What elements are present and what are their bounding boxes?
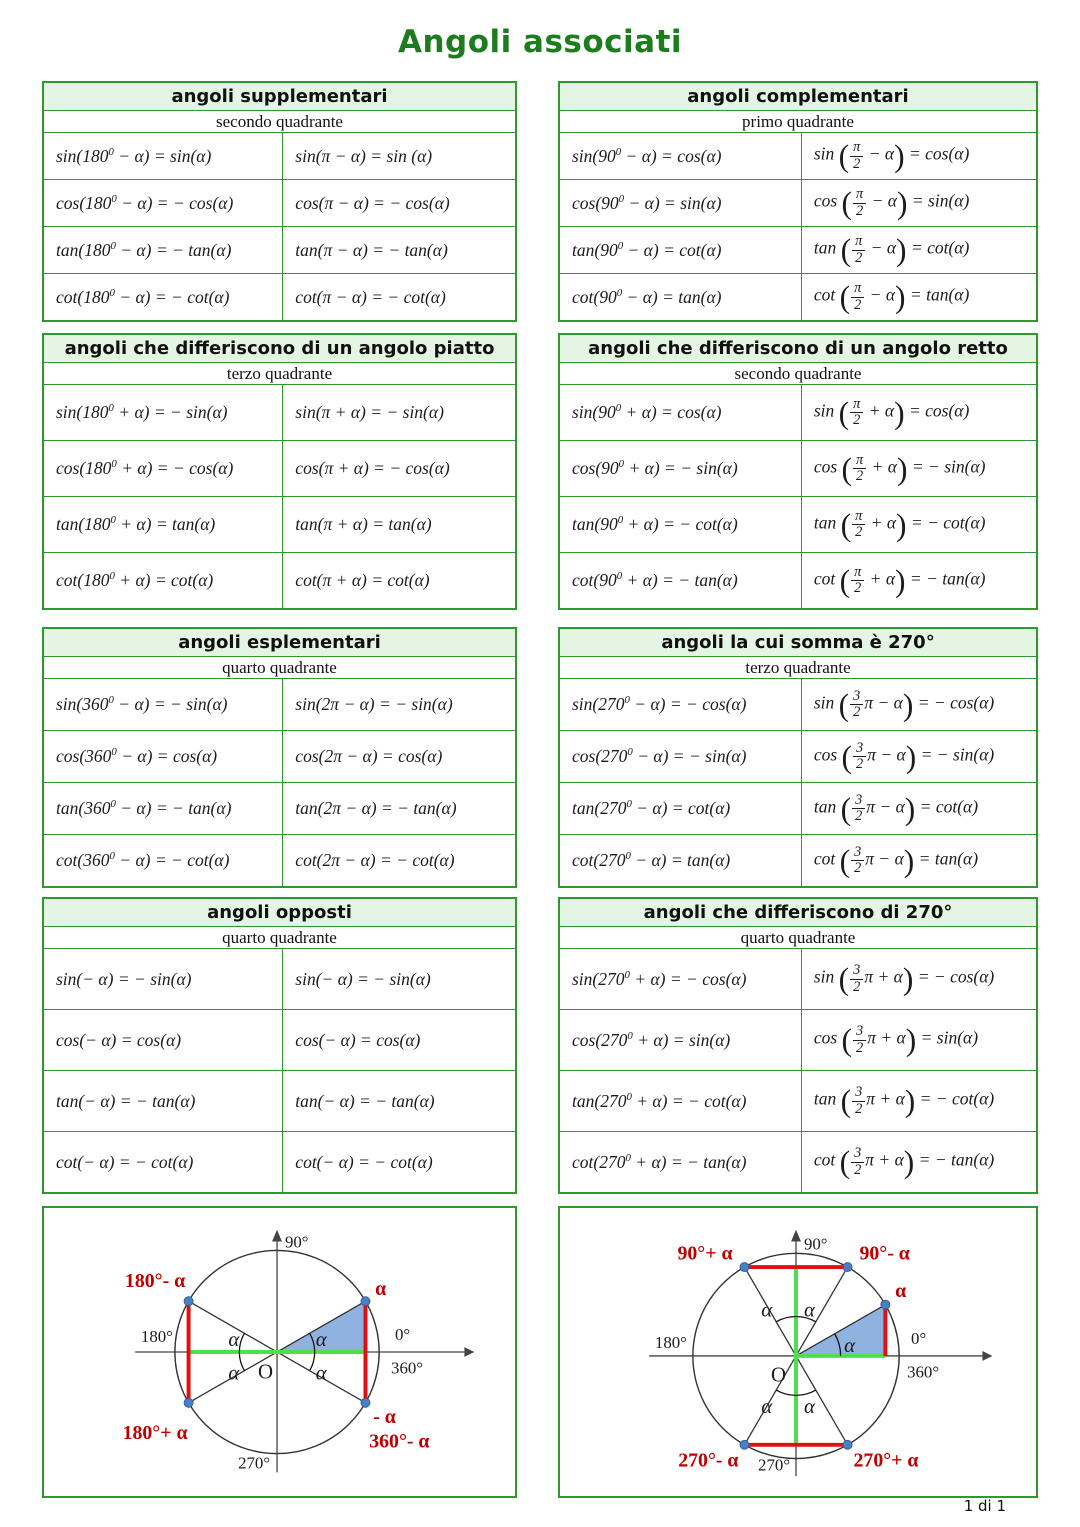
formula-cell: tan ( $\frac{3}{2}$ π − α) = cot(α) (801, 783, 1037, 835)
formula-cell: $\tan(360^0 - \alpha)$ = − tan(α) (43, 783, 283, 835)
formula-cell: $\cot(270^0 + \alpha)$ = − tan(α) (559, 1132, 801, 1194)
axis-label-0: 0° (395, 1325, 411, 1345)
formula-cell: sin(π − α) = sin (α) (283, 133, 516, 180)
point-label-180-minus-alpha: 180°- α (124, 1269, 186, 1292)
formula-cell: tan(π + α) = tan(α) (283, 497, 516, 553)
table-angoli-somma-270 (558, 627, 1038, 888)
formula-cell: $\cos(270^0 + \alpha) = \sin(\alpha)$ (559, 1010, 801, 1071)
formula-cell: sin(π + α) = − sin(α) (283, 385, 516, 441)
point-270-plus-alpha (843, 1440, 852, 1449)
table-subheader: quarto quadrante (43, 927, 516, 949)
formula-cell: cos ( $\frac{\pi}{2}$ − α) = sin(α) (801, 180, 1037, 227)
axis-label-180: 180° (140, 1327, 173, 1347)
point-alpha (361, 1297, 370, 1306)
point-label-90-minus-alpha: 90°- α (859, 1242, 910, 1265)
alpha-label-triangle: α (844, 1335, 856, 1357)
formula-cell: cos ( $\frac{3}{2}$ π − α) = − sin(α) (801, 731, 1037, 783)
formula-row (559, 679, 1037, 731)
point-label-alpha: α (375, 1277, 387, 1300)
y-axis-arrow-icon (791, 1230, 801, 1242)
formula-row (559, 1132, 1037, 1194)
formula-cell: $\sin(270^0 + \alpha)$ = − cos(α) (559, 949, 801, 1010)
table-header: angoli che differiscono di 270° (559, 898, 1037, 927)
alpha-label-top-left: α (761, 1299, 773, 1322)
alpha-label-bottom-right: α (803, 1396, 815, 1419)
formula-cell: $\tan(90^0 + \alpha)$ = − cot(α) (559, 497, 801, 553)
point-90-plus-alpha (740, 1263, 749, 1272)
table-header: angoli che differiscono di un angolo retto (559, 334, 1037, 363)
point-180-plus-alpha (184, 1398, 193, 1407)
formula-row (43, 783, 516, 835)
page-title: Angoli associati (397, 24, 683, 60)
table-subheader: secondo quadrante (559, 363, 1037, 385)
axis-label-270: 270° (238, 1453, 271, 1473)
formula-row (559, 227, 1037, 274)
formula-cell: sin ( $\frac{3}{2}$ π + α) = − cos(α) (801, 949, 1037, 1010)
formula-cell: $\tan(270^0 + \alpha)$ = − cot(α) (559, 1071, 801, 1132)
table-subheader: terzo quadrante (43, 363, 516, 385)
formula-cell: cot ( $\frac{3}{2}$ π + α) = − tan(α) (801, 1132, 1037, 1194)
point-label-90-plus-alpha: 90°+ α (677, 1242, 733, 1265)
formula-row (559, 441, 1037, 497)
point-label-270-minus-alpha: 270°- α (678, 1449, 739, 1472)
alpha-label-right-top: α (315, 1329, 327, 1352)
formula-row (43, 1132, 516, 1194)
formula-cell: tan ( $\frac{\pi}{2}$ − α) = cot(α) (801, 227, 1037, 274)
formula-cell: $\sin(270^0 - \alpha)$ = − cos(α) (559, 679, 801, 731)
table-header: angoli supplementari (43, 82, 516, 111)
formula-cell: cot(− α) = − cot(α) (43, 1132, 283, 1194)
formula-cell: cos(2π − α) = cos(α) (283, 731, 516, 783)
formula-row (43, 679, 516, 731)
table-subheader: secondo quadrante (43, 111, 516, 133)
formula-cell: $\cos(180^0 + \alpha)$ = − cos(α) (43, 441, 283, 497)
formula-cell: $\cos(90^0 - \alpha) = \sin(\alpha)$ (559, 180, 801, 227)
formula-row (43, 227, 516, 274)
formula-row (43, 731, 516, 783)
formula-cell: tan(2π − α) = − tan(α) (283, 783, 516, 835)
alpha-label-bottom-left: α (761, 1396, 773, 1419)
table-header: angoli che differiscono di un angolo piatto (43, 334, 516, 363)
formula-row (559, 274, 1037, 322)
formula-cell: $\tan(90^0 - \alpha) = \cot(\alpha)$ (559, 227, 801, 274)
formula-row (43, 949, 516, 1010)
formula-cell: cos(π − α) = − cos(α) (283, 180, 516, 227)
y-axis-arrow-icon (272, 1230, 282, 1242)
table-angoli-differiscono-270 (558, 897, 1038, 1194)
axis-label-0: 0° (911, 1329, 927, 1349)
formula-cell: $\cos(180^0 - \alpha)$ = − cos(α) (43, 180, 283, 227)
formula-row (559, 783, 1037, 835)
formula-cell: sin(− α) = − sin(α) (283, 949, 516, 1010)
point-180-minus-alpha (184, 1297, 193, 1306)
table-angoli-angolo-retto (558, 333, 1038, 610)
table-angoli-angolo-piatto (42, 333, 517, 610)
table-angoli-complementari (558, 81, 1038, 322)
formula-row (43, 1010, 516, 1071)
table-header: angoli opposti (43, 898, 516, 927)
formula-cell: $\sin(90^0 - \alpha) = \cos(\alpha)$ (559, 133, 801, 180)
formula-cell: $\cot(90^0 - \alpha) = \tan(\alpha)$ (559, 274, 801, 322)
point-label-270-plus-alpha: 270°+ α (853, 1449, 919, 1472)
table-angoli-opposti (42, 897, 517, 1194)
point-alpha (881, 1300, 890, 1309)
table-subheader: terzo quadrante (559, 657, 1037, 679)
formula-row (559, 553, 1037, 610)
formula-cell: $\cot(180^0 - \alpha)$ = − cot(α) (43, 274, 283, 322)
point-label-180-plus-alpha: 180°+ α (122, 1421, 188, 1444)
alpha-label-left-top: α (228, 1329, 240, 1352)
origin-label: O (258, 1361, 274, 1384)
formula-row (43, 835, 516, 888)
axis-label-90: 90° (284, 1232, 309, 1252)
formula-row (559, 731, 1037, 783)
formula-row (559, 497, 1037, 553)
table-angoli-esplementari (42, 627, 517, 888)
x-axis-arrow-icon (982, 1351, 992, 1361)
alpha-label-right-bottom: α (315, 1362, 327, 1385)
formula-row (43, 274, 516, 322)
formula-cell: cos(− α) = cos(α) (43, 1010, 283, 1071)
formula-cell: $\cot(180^0 + \alpha) = \cot(\alpha)$ (43, 553, 283, 610)
table-subheader: primo quadrante (559, 111, 1037, 133)
formula-row (559, 949, 1037, 1010)
origin-label: O (771, 1364, 787, 1387)
formula-cell: cot(π + α) = cot(α) (283, 553, 516, 610)
formula-cell: $\tan(180^0 + \alpha) = \tan(\alpha)$ (43, 497, 283, 553)
alpha-label-left-bottom: α (228, 1362, 240, 1385)
axis-label-360: 360° (907, 1362, 940, 1382)
formula-cell: sin ( $\frac{\pi}{2}$ + α) = cos(α) (801, 385, 1037, 441)
formula-cell: tan ( $\frac{3}{2}$ π + α) = − cot(α) (801, 1071, 1037, 1132)
formula-row (559, 133, 1037, 180)
formula-cell: $\sin(360^0 - \alpha)$ = − sin(α) (43, 679, 283, 731)
formula-cell: cot(π − α) = − cot(α) (283, 274, 516, 322)
formula-cell: cos(− α) = cos(α) (283, 1010, 516, 1071)
formula-row (559, 385, 1037, 441)
formula-row (43, 553, 516, 610)
formula-row (559, 1071, 1037, 1132)
formula-cell: $\cos(90^0 + \alpha)$ = − sin(α) (559, 441, 801, 497)
table-subheader: quarto quadrante (43, 657, 516, 679)
point-minus-alpha (361, 1398, 370, 1407)
point-90-minus-alpha (843, 1263, 852, 1272)
unit-circle-diagram-horizontal-symmetry (42, 1206, 517, 1498)
formula-cell: $\sin(180^0 + \alpha)$ = − sin(α) (43, 385, 283, 441)
formula-row (43, 497, 516, 553)
formula-cell: cot ( $\frac{\pi}{2}$ + α) = − tan(α) (801, 553, 1037, 610)
formula-cell: tan(− α) = − tan(α) (43, 1071, 283, 1132)
formula-cell: $\tan(270^0 - \alpha) = \cot(\alpha)$ (559, 783, 801, 835)
formula-cell: $\cot(90^0 + \alpha)$ = − tan(α) (559, 553, 801, 610)
formula-cell: cot ( $\frac{\pi}{2}$ − α) = tan(α) (801, 274, 1037, 322)
formula-row (559, 1010, 1037, 1071)
point-label-minus-alpha: - α (373, 1406, 396, 1429)
point-270-minus-alpha (740, 1440, 749, 1449)
point-label-360-minus-alpha: 360°- α (369, 1430, 430, 1453)
formula-row (43, 385, 516, 441)
formula-cell: $\tan(180^0 - \alpha)$ = − tan(α) (43, 227, 283, 274)
axis-label-180: 180° (654, 1333, 687, 1353)
formula-row (559, 835, 1037, 888)
formula-cell: cot(− α) = − cot(α) (283, 1132, 516, 1194)
formula-row (43, 133, 516, 180)
formula-cell: cos ( $\frac{3}{2}$ π + α) = sin(α) (801, 1010, 1037, 1071)
formula-cell: $\sin(180^0 - \alpha) = \sin(\alpha)$ (43, 133, 283, 180)
axis-label-90: 90° (803, 1234, 828, 1254)
table-angoli-supplementari (42, 81, 517, 322)
axis-label-270: 270° (758, 1455, 791, 1475)
formula-cell: sin ( $\frac{3}{2}$ π − α) = − cos(α) (801, 679, 1037, 731)
table-header: angoli complementari (559, 82, 1037, 111)
formula-cell: $\cos(360^0 - \alpha) = \cos(\alpha)$ (43, 731, 283, 783)
alpha-label-top-right: α (803, 1299, 815, 1322)
formula-cell: cos(π + α) = − cos(α) (283, 441, 516, 497)
formula-cell: sin ( $\frac{\pi}{2}$ − α) = cos(α) (801, 133, 1037, 180)
formula-row (43, 1071, 516, 1132)
point-label-alpha: α (895, 1279, 907, 1302)
table-header: angoli esplementari (43, 628, 516, 657)
unit-circle-diagram-vertical-symmetry (558, 1206, 1038, 1498)
formula-row (43, 441, 516, 497)
formula-row (43, 180, 516, 227)
axis-label-360: 360° (391, 1358, 424, 1378)
formula-cell: $\cos(270^0 - \alpha)$ = − sin(α) (559, 731, 801, 783)
formula-cell: $\sin(90^0 + \alpha) = \cos(\alpha)$ (559, 385, 801, 441)
formula-cell: cot(2π − α) = − cot(α) (283, 835, 516, 888)
table-header: angoli la cui somma è 270° (559, 628, 1037, 657)
formula-cell: cos ( $\frac{\pi}{2}$ + α) = − sin(α) (801, 441, 1037, 497)
formula-cell: $\cot(270^0 - \alpha) = \tan(\alpha)$ (559, 835, 801, 888)
formula-cell: tan(π − α) = − tan(α) (283, 227, 516, 274)
table-subheader: quarto quadrante (559, 927, 1037, 949)
formula-cell: $\cot(360^0 - \alpha)$ = − cot(α) (43, 835, 283, 888)
formula-cell: tan ( $\frac{\pi}{2}$ + α) = − cot(α) (801, 497, 1037, 553)
x-axis-arrow-icon (464, 1347, 474, 1357)
formula-row (559, 180, 1037, 227)
formula-cell: cot ( $\frac{3}{2}$ π − α) = tan(α) (801, 835, 1037, 888)
page-number: 1 di 1 (963, 1497, 1006, 1515)
formula-cell: tan(− α) = − tan(α) (283, 1071, 516, 1132)
formula-cell: sin(2π − α) = − sin(α) (283, 679, 516, 731)
formula-cell: sin(− α) = − sin(α) (43, 949, 283, 1010)
